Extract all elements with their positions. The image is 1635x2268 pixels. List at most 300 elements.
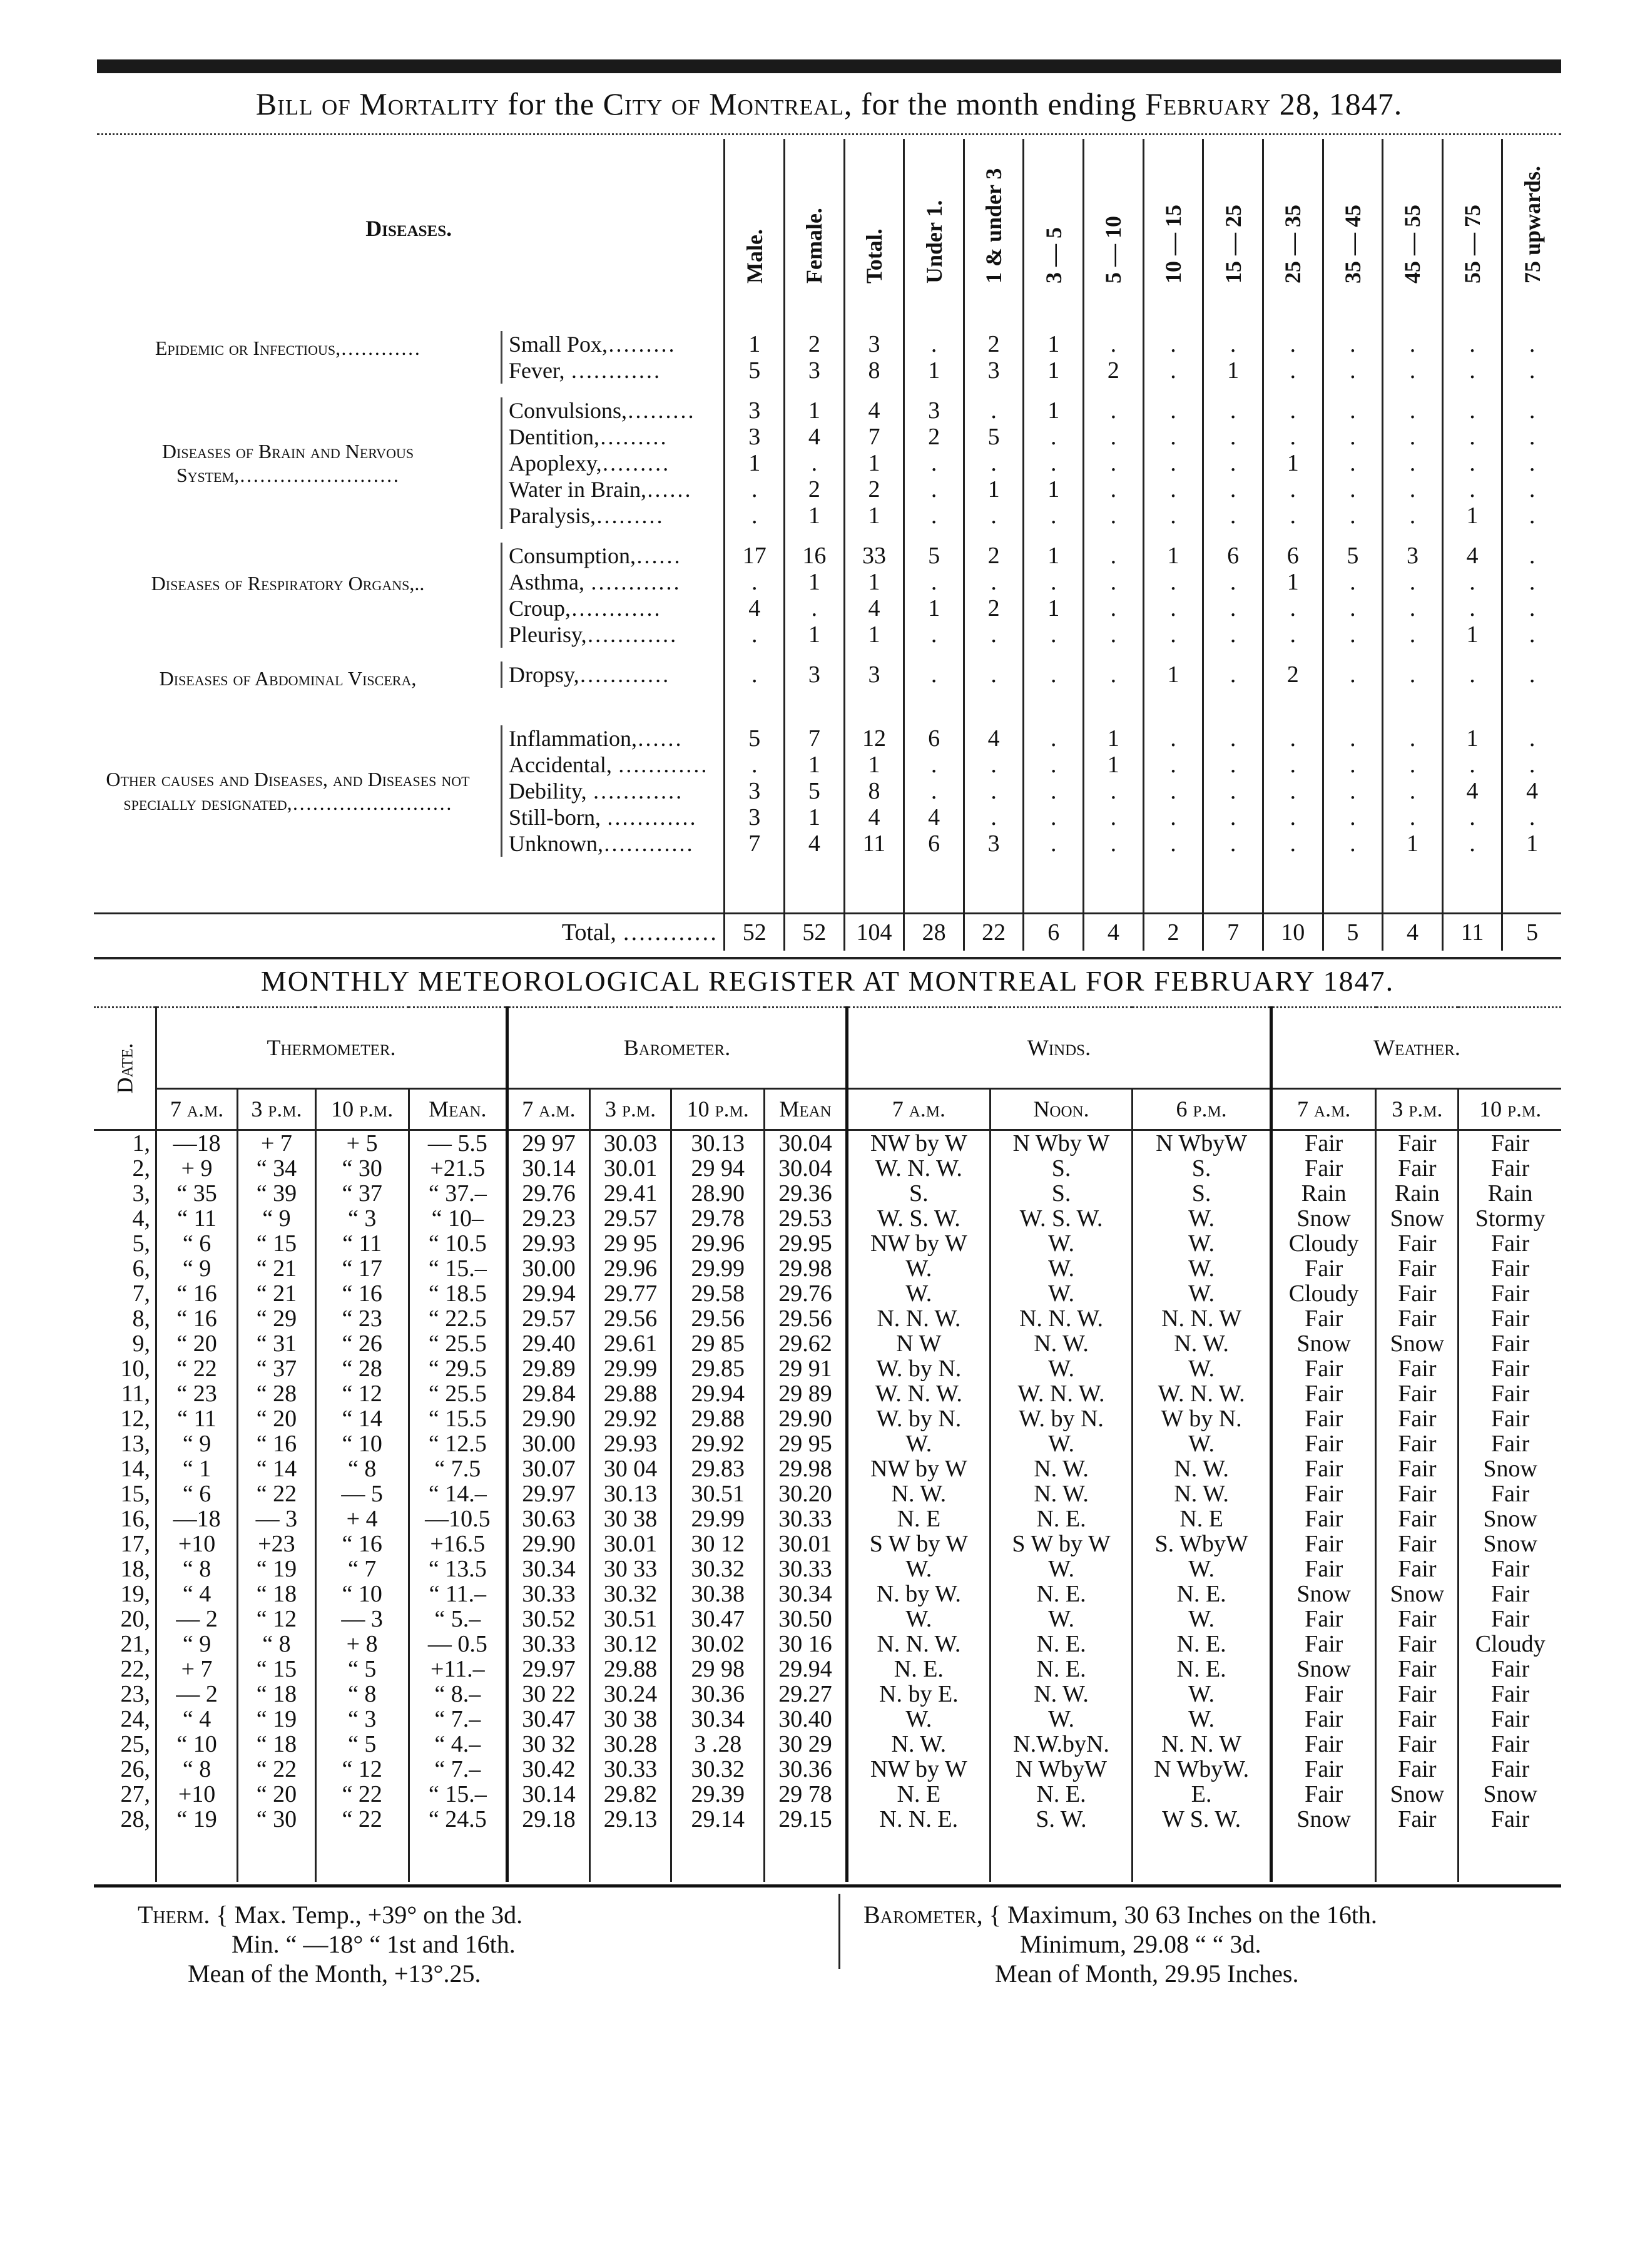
spacer-row: [94, 1832, 1561, 1882]
baro-3pm-cell: 29 95: [589, 1231, 671, 1256]
therm-mean-cell: “ 5.–: [409, 1606, 507, 1632]
baro-mean-cell: 29.94: [765, 1657, 847, 1682]
weather-3pm-cell: Fair: [1376, 1231, 1459, 1256]
count-cell: .: [1442, 830, 1502, 857]
therm-3pm-cell: “ 12: [238, 1606, 316, 1632]
wind-6pm-cell: W.: [1133, 1707, 1271, 1732]
therm-mean-cell: “ 8.–: [409, 1682, 507, 1707]
weather-3pm-cell: Fair: [1376, 1556, 1459, 1581]
age-column-header: [785, 139, 845, 317]
count-cell: .: [1203, 397, 1263, 424]
therm-7am-cell: — 2: [156, 1606, 238, 1632]
total-label: Total, …………: [94, 913, 725, 951]
thermometer-header: Thermometer.: [156, 1007, 507, 1088]
count-cell: 3: [785, 357, 845, 384]
count-cell: 4: [844, 595, 904, 621]
baro-7am-cell: 29.89: [507, 1356, 590, 1381]
weather-7am-cell: Fair: [1271, 1130, 1375, 1156]
baro-7am-cell: 29.90: [507, 1531, 590, 1556]
baro-10pm-cell: 29.14: [671, 1807, 765, 1832]
therm-mean-cell: “ 7.–: [409, 1707, 507, 1732]
wind-7am-cell: W.: [847, 1606, 990, 1632]
count-cell: .: [1502, 397, 1561, 424]
meteo-row: [94, 1256, 1561, 1281]
count-cell: 11: [844, 830, 904, 857]
count-cell: .: [1143, 397, 1203, 424]
weather-7am-cell: Fair: [1271, 1531, 1375, 1556]
winds-subheader: Noon.: [990, 1088, 1133, 1130]
therm-10pm-cell: “ 22: [315, 1807, 409, 1832]
disease-row: [94, 569, 1561, 595]
count-cell: 3: [725, 778, 785, 804]
wind-noon-cell: N. E.: [990, 1506, 1133, 1531]
baro-10pm-cell: 30 12: [671, 1531, 765, 1556]
disease-label: Still-born, …………: [501, 804, 723, 830]
disease-row: [94, 450, 1561, 476]
wind-noon-cell: N. W.: [990, 1481, 1133, 1506]
weather-3pm-cell: Fair: [1376, 1381, 1459, 1406]
meteo-row: [94, 1281, 1561, 1306]
count-cell: .: [1323, 397, 1383, 424]
therm-7am-cell: “ 6: [156, 1481, 238, 1506]
therm-3pm-cell: “ 8: [238, 1632, 316, 1657]
disease-label: Unknown,…………: [501, 830, 723, 857]
therm-10pm-cell: “ 12: [315, 1381, 409, 1406]
baro-3pm-cell: 29.61: [589, 1331, 671, 1356]
count-cell: .: [1203, 424, 1263, 450]
weather-3pm-cell: Fair: [1376, 1531, 1459, 1556]
wind-noon-cell: W.: [990, 1431, 1133, 1456]
baro-mean-cell: 29.56: [765, 1306, 847, 1331]
therm-7am-cell: “ 6: [156, 1231, 238, 1256]
therm-subheader: Mean.: [409, 1088, 507, 1130]
count-cell: 7: [725, 830, 785, 857]
category-name: Diseases of Respiratory Organs,..: [151, 572, 425, 595]
therm-10pm-cell: “ 3: [315, 1707, 409, 1732]
weather-3pm-cell: Fair: [1376, 1281, 1459, 1306]
count-cell: .: [1263, 595, 1323, 621]
column-label: Total.: [861, 228, 887, 284]
baro-10pm-cell: 29 98: [671, 1657, 765, 1682]
baro-7am-cell: 29.57: [507, 1306, 590, 1331]
therm-3pm-cell: +23: [238, 1531, 316, 1556]
weather-7am-cell: Fair: [1271, 1456, 1375, 1481]
weather-10pm-cell: Fair: [1459, 1306, 1561, 1331]
baro-3pm-cell: 29.56: [589, 1306, 671, 1331]
count-cell: .: [1203, 830, 1263, 857]
count-cell: .: [1383, 569, 1443, 595]
count-cell: .: [1203, 662, 1263, 688]
total-cell: 104: [844, 913, 904, 951]
weather-10pm-cell: Rain: [1459, 1181, 1561, 1206]
count-cell: .: [1263, 331, 1323, 357]
count-cell: .: [1203, 778, 1263, 804]
count-cell: 1: [785, 621, 845, 648]
date-cell: 21,: [120, 1630, 150, 1657]
baro-mean-cell: 29 89: [765, 1381, 847, 1406]
count-cell: .: [725, 476, 785, 503]
baro-3pm-cell: 29.88: [589, 1381, 671, 1406]
meteo-row: [94, 1632, 1561, 1657]
wind-6pm-cell: N. E.: [1133, 1581, 1271, 1606]
wind-6pm-cell: W.: [1133, 1281, 1271, 1306]
disease-row: [94, 357, 1561, 384]
therm-3pm-cell: “ 22: [238, 1757, 316, 1782]
therm-7am-cell: +10: [156, 1782, 238, 1807]
count-cell: .: [1203, 804, 1263, 830]
age-column-header: [964, 139, 1024, 317]
weather-10pm-cell: Fair: [1459, 1231, 1561, 1256]
therm-mean-cell: “ 25.5: [409, 1331, 507, 1356]
count-cell: .: [1084, 476, 1144, 503]
category-name: Diseases of Abdominal Viscera,: [159, 667, 417, 690]
count-cell: .: [1502, 621, 1561, 648]
baro-subheader: 3 p.m.: [589, 1088, 671, 1130]
wind-6pm-cell: N. E: [1133, 1506, 1271, 1531]
mortality-body: [94, 317, 1561, 951]
disease-label: Dentition,………: [501, 424, 723, 450]
wind-noon-cell: W. S. W.: [990, 1206, 1133, 1231]
count-cell: 4: [785, 830, 845, 857]
weather-10pm-cell: Cloudy: [1459, 1632, 1561, 1657]
count-cell: 5: [725, 357, 785, 384]
count-cell: .: [725, 662, 785, 688]
count-cell: 1: [1143, 662, 1203, 688]
weather-10pm-cell: Fair: [1459, 1807, 1561, 1832]
disease-row: [94, 752, 1561, 778]
weather-3pm-cell: Fair: [1376, 1807, 1459, 1832]
baro-7am-cell: 29.97: [507, 1481, 590, 1506]
age-column-header: [1084, 139, 1144, 317]
baro-7am-cell: 30.07: [507, 1456, 590, 1481]
baro-mean-cell: 29 95: [765, 1431, 847, 1456]
total-cell: 4: [1383, 913, 1443, 951]
weather-7am-cell: Snow: [1271, 1807, 1375, 1832]
wind-6pm-cell: N. N. W: [1133, 1306, 1271, 1331]
baro-10pm-cell: 30.32: [671, 1556, 765, 1581]
therm-10pm-cell: “ 10: [315, 1431, 409, 1456]
therm-10pm-cell: “ 5: [315, 1657, 409, 1682]
count-cell: .: [904, 752, 964, 778]
meteo-row: [94, 1807, 1561, 1832]
count-cell: .: [725, 621, 785, 648]
weather-10pm-cell: Fair: [1459, 1331, 1561, 1356]
count-cell: .: [1143, 725, 1203, 752]
weather-3pm-cell: Snow: [1376, 1206, 1459, 1231]
count-cell: .: [785, 595, 845, 621]
disease-label: Dropsy,…………: [501, 662, 723, 688]
count-cell: .: [1203, 725, 1263, 752]
wind-7am-cell: W. N. W.: [847, 1156, 990, 1181]
count-cell: .: [1383, 778, 1443, 804]
therm-3pm-cell: “ 19: [238, 1707, 316, 1732]
baro-10pm-cell: 28.90: [671, 1181, 765, 1206]
baro-10pm-cell: 30.34: [671, 1707, 765, 1732]
weather-subheader: 10 p.m.: [1459, 1088, 1561, 1130]
count-cell: 1: [1024, 357, 1084, 384]
wind-6pm-cell: W S. W.: [1133, 1807, 1271, 1832]
count-cell: .: [964, 503, 1024, 529]
therm-3pm-cell: “ 30: [238, 1807, 316, 1832]
date-cell: 23,: [120, 1680, 150, 1707]
wind-7am-cell: W. by N.: [847, 1356, 990, 1381]
age-column-header: [1383, 139, 1443, 317]
therm-3pm-cell: “ 14: [238, 1456, 316, 1481]
wind-6pm-cell: W.: [1133, 1606, 1271, 1632]
baro-10pm-cell: 30.36: [671, 1682, 765, 1707]
disease-row: [94, 476, 1561, 503]
count-cell: 1: [1084, 752, 1144, 778]
count-cell: .: [1203, 503, 1263, 529]
count-cell: .: [1203, 450, 1263, 476]
meteo-row: [94, 1431, 1561, 1456]
wind-6pm-cell: N. W.: [1133, 1481, 1271, 1506]
wind-6pm-cell: W.: [1133, 1256, 1271, 1281]
wind-6pm-cell: N. E.: [1133, 1632, 1271, 1657]
therm-3pm-cell: “ 18: [238, 1732, 316, 1757]
meteo-row: [94, 1456, 1561, 1481]
therm-7am-cell: “ 4: [156, 1581, 238, 1606]
total-cell: 5: [1323, 913, 1383, 951]
baro-3pm-cell: 30.03: [589, 1130, 671, 1156]
therm-mean-cell: “ 15.–: [409, 1782, 507, 1807]
baro-3pm-cell: 29.96: [589, 1256, 671, 1281]
count-cell: .: [725, 503, 785, 529]
baro-3pm-cell: 30.24: [589, 1682, 671, 1707]
barometer-summary: Barometer, { Maximum, 30 63 Inches on the 16th. Minimum, 29.08 “ “ 3d. Mean of Month, 29.95 Inches.: [863, 1900, 1377, 1988]
count-cell: 16: [785, 543, 845, 569]
count-cell: .: [1502, 662, 1561, 688]
count-cell: .: [1323, 424, 1383, 450]
wind-noon-cell: W.: [990, 1256, 1133, 1281]
baro-3pm-cell: 30 38: [589, 1707, 671, 1732]
count-cell: 1: [725, 331, 785, 357]
count-cell: 1: [785, 569, 845, 595]
top-rule: [97, 59, 1561, 73]
therm-mean-cell: “ 14.–: [409, 1481, 507, 1506]
wind-noon-cell: N. E.: [990, 1657, 1133, 1682]
wind-7am-cell: W.: [847, 1431, 990, 1456]
date-header-label: Date.: [111, 1043, 137, 1094]
therm-3pm-cell: “ 22: [238, 1481, 316, 1506]
weather-3pm-cell: Fair: [1376, 1657, 1459, 1682]
wind-noon-cell: S.: [990, 1156, 1133, 1181]
count-cell: .: [1143, 503, 1203, 529]
therm-10pm-cell: “ 5: [315, 1732, 409, 1757]
count-cell: 1: [1024, 595, 1084, 621]
date-cell: 1,: [132, 1130, 150, 1157]
count-cell: .: [964, 804, 1024, 830]
age-column-header: [1502, 139, 1561, 317]
wind-noon-cell: S.: [990, 1181, 1133, 1206]
count-cell: .: [1502, 424, 1561, 450]
weather-10pm-cell: Fair: [1459, 1757, 1561, 1782]
meteo-row: [94, 1130, 1561, 1156]
baro-3pm-cell: 30.28: [589, 1732, 671, 1757]
count-cell: .: [1143, 424, 1203, 450]
total-cell: 52: [785, 913, 845, 951]
count-cell: .: [904, 450, 964, 476]
wind-6pm-cell: S.: [1133, 1156, 1271, 1181]
count-cell: 3: [964, 357, 1024, 384]
therm-10pm-cell: — 5: [315, 1481, 409, 1506]
age-column-header: [844, 139, 904, 317]
baro-7am-cell: 29.40: [507, 1331, 590, 1356]
wind-7am-cell: W. N. W.: [847, 1381, 990, 1406]
count-cell: .: [904, 569, 964, 595]
wind-7am-cell: S W by W: [847, 1531, 990, 1556]
wind-7am-cell: N W: [847, 1331, 990, 1356]
disease-label: Accidental, …………: [501, 752, 723, 778]
disease-label: Consumption,……: [501, 543, 723, 569]
therm-10pm-cell: “ 26: [315, 1331, 409, 1356]
therm-3pm-cell: “ 18: [238, 1682, 316, 1707]
meteo-row: [94, 1556, 1561, 1581]
count-cell: .: [1502, 569, 1561, 595]
count-cell: .: [1084, 830, 1144, 857]
count-cell: 1: [1442, 503, 1502, 529]
count-cell: 6: [1263, 543, 1323, 569]
count-cell: .: [1024, 725, 1084, 752]
newspaper-page: [94, 59, 1564, 1988]
date-cell: 22,: [120, 1655, 150, 1682]
weather-10pm-cell: Fair: [1459, 1431, 1561, 1456]
baro-7am-cell: 30.14: [507, 1782, 590, 1807]
meteo-row: [94, 1231, 1561, 1256]
count-cell: .: [1263, 830, 1323, 857]
therm-7am-cell: “ 20: [156, 1331, 238, 1356]
baro-10pm-cell: 29.58: [671, 1281, 765, 1306]
wind-noon-cell: S W by W: [990, 1531, 1133, 1556]
barometer-header: Barometer.: [507, 1007, 847, 1088]
count-cell: .: [1024, 830, 1084, 857]
column-label: 25 — 35: [1280, 205, 1306, 284]
therm-7am-cell: —18: [156, 1506, 238, 1531]
weather-3pm-cell: Fair: [1376, 1757, 1459, 1782]
wind-7am-cell: W. S. W.: [847, 1206, 990, 1231]
age-column-header: [1143, 139, 1203, 317]
weather-7am-cell: Snow: [1271, 1657, 1375, 1682]
disease-label: Debility, …………: [501, 778, 723, 804]
baro-mean-cell: 29.15: [765, 1807, 847, 1832]
baro-mean-cell: 29.98: [765, 1456, 847, 1481]
therm-7am-cell: — 2: [156, 1682, 238, 1707]
weather-7am-cell: Cloudy: [1271, 1231, 1375, 1256]
baro-mean-cell: 30 16: [765, 1632, 847, 1657]
baro-7am-cell: 30.33: [507, 1632, 590, 1657]
count-cell: .: [1143, 476, 1203, 503]
wind-6pm-cell: N. W.: [1133, 1456, 1271, 1481]
therm-10pm-cell: “ 22: [315, 1782, 409, 1807]
baro-3pm-cell: 29.92: [589, 1406, 671, 1431]
weather-7am-cell: Fair: [1271, 1506, 1375, 1531]
wind-noon-cell: N. W.: [990, 1682, 1133, 1707]
count-cell: 6: [904, 830, 964, 857]
baro-3pm-cell: 30.12: [589, 1632, 671, 1657]
count-cell: .: [1024, 424, 1084, 450]
wind-6pm-cell: W.: [1133, 1556, 1271, 1581]
baro-mean-cell: 30.04: [765, 1130, 847, 1156]
disease-row: [94, 662, 1561, 688]
baro-10pm-cell: 29.83: [671, 1456, 765, 1481]
baro-mean-cell: 30.40: [765, 1707, 847, 1732]
baro-7am-cell: 30 22: [507, 1682, 590, 1707]
date-cell: 11,: [121, 1380, 150, 1407]
disease-label: Asthma, …………: [501, 569, 723, 595]
wind-noon-cell: N. W.: [990, 1456, 1133, 1481]
count-cell: .: [1502, 543, 1561, 569]
baro-7am-cell: 30.00: [507, 1431, 590, 1456]
meteo-row: [94, 1782, 1561, 1807]
therm-3pm-cell: “ 19: [238, 1556, 316, 1581]
wind-noon-cell: W.: [990, 1606, 1133, 1632]
count-cell: 2: [1263, 662, 1323, 688]
count-cell: .: [1323, 725, 1383, 752]
weather-7am-cell: Cloudy: [1271, 1281, 1375, 1306]
count-cell: .: [1442, 357, 1502, 384]
therm-label: Therm.: [138, 1900, 210, 1929]
meteo-row: [94, 1381, 1561, 1406]
count-cell: .: [1203, 331, 1263, 357]
count-cell: 1: [904, 357, 964, 384]
therm-mean-cell: “ 15.5: [409, 1406, 507, 1431]
therm-10pm-cell: “ 16: [315, 1281, 409, 1306]
count-cell: .: [1143, 830, 1203, 857]
disease-label: Pleurisy,…………: [501, 621, 723, 648]
count-cell: 1: [1263, 450, 1323, 476]
weather-7am-cell: Rain: [1271, 1181, 1375, 1206]
count-cell: 5: [964, 424, 1024, 450]
baro-7am-cell: 29.93: [507, 1231, 590, 1256]
count-cell: .: [1383, 725, 1443, 752]
baro-7am-cell: 29.23: [507, 1206, 590, 1231]
weather-3pm-cell: Fair: [1376, 1506, 1459, 1531]
meteo-row: [94, 1156, 1561, 1181]
count-cell: .: [964, 778, 1024, 804]
count-cell: .: [1502, 503, 1561, 529]
baro-10pm-cell: 29 85: [671, 1331, 765, 1356]
total-row: [94, 913, 1561, 951]
wind-7am-cell: NW by W: [847, 1757, 990, 1782]
therm-mean-cell: “ 10.5: [409, 1231, 507, 1256]
weather-10pm-cell: Fair: [1459, 1707, 1561, 1732]
count-cell: .: [964, 621, 1024, 648]
meteo-row: [94, 1732, 1561, 1757]
baro-3pm-cell: 29.82: [589, 1782, 671, 1807]
count-cell: .: [904, 778, 964, 804]
therm-10pm-cell: “ 7: [315, 1556, 409, 1581]
baro-10pm-cell: 29.92: [671, 1431, 765, 1456]
therm-7am-cell: “ 4: [156, 1707, 238, 1732]
count-cell: .: [1442, 450, 1502, 476]
baro-10pm-cell: 30.38: [671, 1581, 765, 1606]
meteo-row: [94, 1531, 1561, 1556]
baro-7am-cell: 30 32: [507, 1732, 590, 1757]
baro-3pm-cell: 29.88: [589, 1657, 671, 1682]
title-city: City of Montreal,: [603, 86, 853, 121]
weather-7am-cell: Fair: [1271, 1356, 1375, 1381]
therm-mean-cell: “ 7.5: [409, 1456, 507, 1481]
therm-3pm-cell: “ 31: [238, 1331, 316, 1356]
weather-10pm-cell: Snow: [1459, 1456, 1561, 1481]
total-cell: 11: [1442, 913, 1502, 951]
wind-noon-cell: W.: [990, 1556, 1133, 1581]
count-cell: 1: [844, 752, 904, 778]
diseases-header: Diseases.: [365, 215, 452, 241]
weather-10pm-cell: Fair: [1459, 1581, 1561, 1606]
weather-7am-cell: Fair: [1271, 1556, 1375, 1581]
baro-3pm-cell: 30.13: [589, 1481, 671, 1506]
